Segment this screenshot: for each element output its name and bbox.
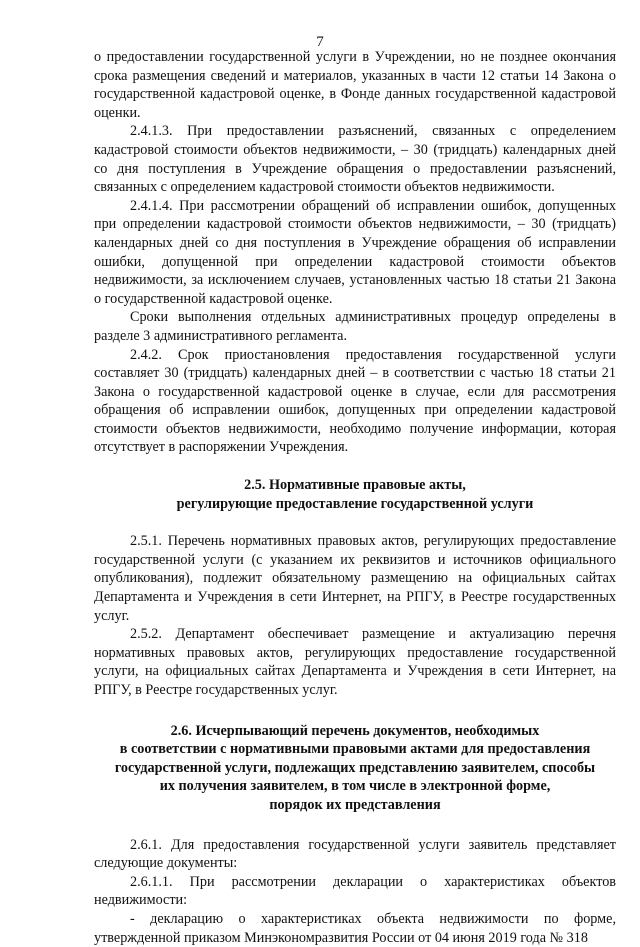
paragraph: 2.5.1. Перечень нормативных правовых актов, регулирующих предоставление государственной услуги (с указанием их реквизитов и источников официального опубликования), подлежит обязательному размещению на официальных сайтах Департамента и Учреждения в сети Интернет, на РПГУ, в Реестре государственных услуг.: [94, 533, 616, 624]
heading-line: государственной услуги, подлежащих представлению заявителем, способы: [114, 759, 596, 776]
paragraph: 2.5.2. Департамент обеспечивает размещение и актуализацию перечня нормативных правовых актов, регулирующих предоставление государственной услуги, на официальных сайтах Департамента и Учреждения в сети Интернет, на РПГУ, в Реестре государственных услуг.: [94, 626, 616, 698]
heading-line: порядок их представления: [269, 796, 441, 813]
heading-line: в соответствии с нормативными правовыми актами для предоставления: [119, 741, 591, 758]
section-heading-2-5: [94, 476, 616, 513]
paragraph: - декларацию о характеристиках объекта недвижимости по форме, утвержденной приказом Минэкономразвития России от 04 июня 2019 года № 318: [94, 910, 616, 946]
heading-line: 2.6. Исчерпывающий перечень документов, необходимых: [170, 722, 540, 739]
paragraph: 2.4.2. Срок приостановления предоставления государственной услуги составляет 30 (тридцать) календарных дней – в соответствии с частью 18 статьи 21 Закона о государственной кадастровой оценке в случае, если для рассмотрения обращения об исправлении ошибок, допущенных при определении кадастровой стоимости объектов недвижимости, необходимо получение информации, которая отсутствует в распоряжении Учреждения.: [94, 346, 616, 456]
heading-line: регулирующие предоставление государственной услуги: [176, 495, 534, 512]
paragraph: 2.4.1.3. При предоставлении разъяснений, связанных с определением кадастровой стоимости объектов недвижимости, – 30 (тридцать) календарных дней со дня поступления в Учреждение обращения о предоставлении разъяснений, связанных с определением кадастровой стоимости объектов недвижимости.: [94, 123, 616, 196]
paragraph: 2.6.1.1. При рассмотрении декларации о характеристиках объектов недвижимости:: [94, 873, 616, 909]
document-body: [94, 48, 616, 947]
heading-line: 2.5. Нормативные правовые акты,: [244, 477, 466, 494]
paragraph: о предоставлении государственной услуги в Учреждении, но не позднее окончания срока размещения сведений и материалов, указанных в части 12 статьи 14 Закона о государственной кадастровой оценке, в Фонде данных государственной кадастровой оценки.: [94, 49, 616, 121]
paragraph: Сроки выполнения отдельных административных процедур определены в разделе 3 административного регламента.: [94, 309, 616, 344]
page-number: 7: [316, 34, 324, 50]
paragraph: 2.4.1.4. При рассмотрении обращений об исправлении ошибок, допущенных при определении кадастровой стоимости объектов недвижимости, – 30 (тридцать) календарных дней со дня поступления в Учреждение обращения об исправлении ошибки, допущенной при определении кадастровой стоимости объектов недвижимости, за исключением случаев, установленных частью 18 статьи 21 Закона о государственной кадастровой оценке.: [94, 197, 616, 307]
heading-line: их получения заявителем, в том числе в электронной форме,: [159, 778, 551, 795]
section-heading-2-6: [94, 722, 616, 815]
paragraph: 2.6.1. Для предоставления государственной услуги заявитель представляет следующие документы:: [94, 836, 616, 872]
